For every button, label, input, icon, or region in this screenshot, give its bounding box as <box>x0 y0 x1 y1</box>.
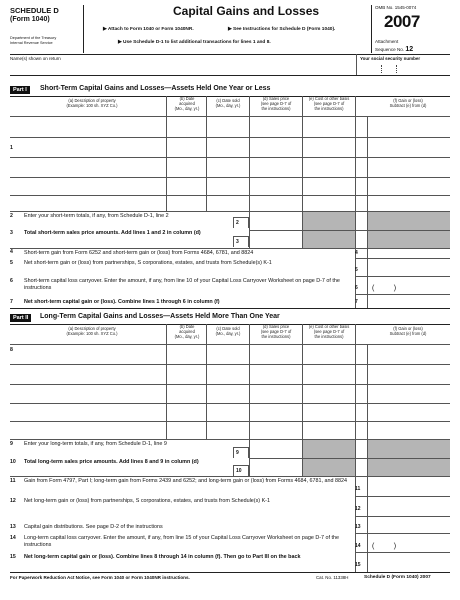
p2-col-e: (e) Cost or other basis (see page D-7 of the instructions) <box>308 324 350 339</box>
p2-col-b: (b) Date acquired (Mo., day, yr.) <box>174 324 200 339</box>
p1-col-e: (e) Cost or other basis (see page D-7 of the instructions) <box>308 96 350 111</box>
line-9-box: 9 <box>233 447 249 458</box>
line-4-ref: 4 <box>355 250 358 256</box>
name-label: Name(s) shown on return <box>10 56 61 61</box>
p2-col-d: (d) Sales price (see page D-7 of the instructions) <box>260 324 292 339</box>
part2-entry-area[interactable] <box>20 346 166 438</box>
line-7-number: 7 <box>10 299 13 305</box>
instructions-note: ▶ See Instructions for Schedule D (Form 1040). <box>228 27 336 32</box>
line-12-number: 12 <box>10 498 16 504</box>
name-field[interactable] <box>10 62 355 73</box>
line-14-text: Long-term capital loss carryover. Enter the amount, if any, from line 15 of your Capital Loss Carryover Worksheet on page D-7 of the instructions <box>24 535 340 549</box>
p1-col-b: (b) Date acquired (Mo., day, yr.) <box>174 96 200 111</box>
line-9-number: 9 <box>10 441 13 447</box>
ssn-label: Your social security number <box>360 56 421 61</box>
line-11-ref: 11 <box>355 486 361 492</box>
line-5-ref: 5 <box>355 267 358 273</box>
dept-label: Department of the Treasury <box>10 36 57 40</box>
line-10-text: Total long-term sales price amounts. Add lines 8 and 9 in column (d) <box>24 459 199 465</box>
line-5-number: 5 <box>10 260 13 266</box>
omb-number: OMB No. 1545-0074 <box>375 5 417 10</box>
line-11-text: Gain from Form 4797, Part I; long-term gain from Forms 2439 and 6252; and long-term gain or (loss) from Forms 4684, 6781, and 8824 <box>24 478 347 484</box>
line-13-ref: 13 <box>355 524 361 530</box>
tax-year: 2007 <box>384 12 420 31</box>
line-10-box: 10 <box>233 465 249 476</box>
part2-label: Part II <box>10 314 31 322</box>
line-15-ref: 15 <box>355 562 361 568</box>
line-4-number: 4 <box>10 249 13 255</box>
line-9-text: Enter your long-term totals, if any, from Schedule D-1, line 9 <box>24 441 167 447</box>
line-7-ref: 7 <box>355 299 358 305</box>
line-10-number: 10 <box>10 459 16 465</box>
line-1-number: 1 <box>10 145 13 151</box>
part1-entry-area[interactable] <box>20 118 166 210</box>
schedule-label: SCHEDULE D <box>10 6 59 15</box>
use-d1-note: ▶ Use Schedule D-1 to list additional transactions for lines 1 and 8. <box>118 40 271 45</box>
footer-form-id: Schedule D (Form 1040) 2007 <box>364 575 431 580</box>
ssn-field[interactable] <box>360 62 448 73</box>
line-13-number: 13 <box>10 524 16 530</box>
line-14-number: 14 <box>10 535 16 541</box>
p1-col-d: (d) Sales price (see page D-7 of the instructions) <box>260 96 292 111</box>
line-3-number: 3 <box>10 230 13 236</box>
attach-note: ▶ Attach to Form 1040 or Form 1040NR. <box>103 27 194 32</box>
p2-col-a: (a) Description of property (Example: 100 sh. XYZ Co.) <box>66 326 118 336</box>
line-3-text: Total short-term sales price amounts. Add lines 1 and 2 in column (d) <box>24 230 201 236</box>
line-14-amount[interactable]: ( ) <box>372 543 397 550</box>
line-2-number: 2 <box>10 213 13 219</box>
line-13-text: Capital gain distributions. See page D-2 of the instructions <box>24 524 163 530</box>
line-3-box: 3 <box>233 236 249 247</box>
sequence-label: Sequence No. 12 <box>375 46 414 53</box>
p1-col-f: (f) Gain or (loss) Subtract (e) from (d) <box>389 98 427 108</box>
p1-col-a: (a) Description of property (Example: 100 sh. XYZ Co.) <box>66 98 118 108</box>
part1-title: Short-Term Capital Gains and Losses—Assets Held One Year or Less <box>40 85 271 92</box>
line-12-ref: 12 <box>355 506 361 512</box>
line-14-ref: 14 <box>355 543 361 549</box>
paperwork-notice: For Paperwork Reduction Act Notice, see Form 1040 or Form 1040NR instructions. <box>10 575 190 580</box>
p2-col-f: (f) Gain or (loss) Subtract (e) from (d) <box>389 326 427 336</box>
line-15-text: Net long-term capital gain or (loss). Combine lines 8 through 14 in column (f). Then go to Part III on the back <box>24 554 301 560</box>
line-6-amount[interactable]: ( ) <box>372 285 397 292</box>
p2-col-c: (c) Date sold (Mo., day, yr.) <box>215 326 241 336</box>
attachment-label: Attachment <box>375 39 399 44</box>
line-6-ref: 6 <box>355 285 358 291</box>
line-15-number: 15 <box>10 554 16 560</box>
part2-title: Long-Term Capital Gains and Losses—Assets Held More Than One Year <box>40 313 280 320</box>
irs-label: Internal Revenue Service <box>10 41 53 45</box>
p1-col-c: (c) Date sold (Mo., day, yr.) <box>215 98 241 108</box>
line-6-number: 6 <box>10 278 13 284</box>
line-6-text: Short-term capital loss carryover. Enter the amount, if any, from line 10 of your Capital Loss Carryover Worksheet on page D-7 of the instructions <box>24 278 340 292</box>
line-11-number: 11 <box>10 478 16 484</box>
line-8-number: 8 <box>10 347 13 353</box>
form-title: Capital Gains and Losses <box>173 4 320 18</box>
line-4-text: Short-term gain from Form 6252 and short-term gain or (loss) from Forms 4684, 6781, and 8824 <box>24 250 254 256</box>
line-2-box: 2 <box>233 217 249 228</box>
form-label: (Form 1040) <box>10 16 50 23</box>
cat-number: Cat. No. 11338H <box>316 575 349 580</box>
line-5-text: Net short-term gain or (loss) from partnerships, S corporations, estates, and trusts from Schedule(s) K-1 <box>24 260 272 266</box>
line-12-text: Net long-term gain or (loss) from partnerships, S corporations, estates, and trusts from Schedule(s) K-1 <box>24 498 270 504</box>
line-2-text: Enter your short-term totals, if any, from Schedule D-1, line 2 <box>24 213 169 219</box>
line-7-text: Net short-term capital gain or (loss). Combine lines 1 through 6 in column (f) <box>24 299 220 305</box>
part1-label: Part I <box>10 86 30 94</box>
